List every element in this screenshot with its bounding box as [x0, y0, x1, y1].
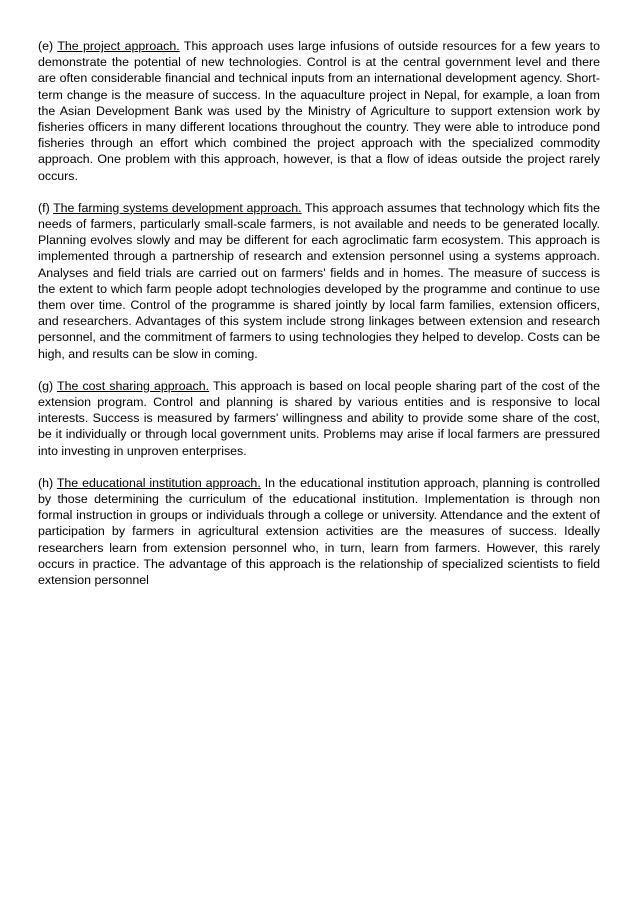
- section-heading: The cost sharing approach.: [57, 378, 210, 393]
- document-page: [38, 38, 600, 604]
- section-body: This approach uses large infusions of outside resources for a few years to demonstrate the potential of new technologies. Control is at the central government level and there are often considerable financial and technical inputs from an international development agency. Short-term change is the measure of success. In the aquaculture project in Nepal, for example, a loan from the Asian Development Bank was used by the Ministry of Agriculture to support extension work by fisheries officers in many different locations throughout the country. They were able to introduce pond fisheries through an effort which combined the project approach with the specialized commodity approach. One problem with this approach, however, is that a flow of ideas outside the project rarely occurs.: [38, 39, 601, 183]
- section-marker: (g): [38, 378, 54, 393]
- section-e: [38, 38, 600, 184]
- section-body: This approach assumes that technology which fits the needs of farmers, particularly small-scale farmers, is not available and needs to be generated locally. Planning evolves slowly and may be different for each agroclimatic farm ecosystem. This approach is implemented through a partnership of research and extension personnel using a systems approach. Analyses and field trials are carried out on farmers' fields and in homes. The measure of success is the extent to which farm people adopt technologies developed by the programme and continue to use them over time. Control of the programme is shared jointly by local farm families, extension officers, and researchers. Advantages of this system include strong linkages between extension and research personnel, and the commitment of farmers to using technologies they helped to develop. Costs can be high, and results can be slow in coming.: [38, 200, 600, 361]
- section-marker: (f): [38, 200, 50, 215]
- section-heading: The educational institution approach.: [56, 475, 261, 490]
- section-g: [38, 378, 600, 459]
- section-body: This approach is based on local people sharing part of the cost of the extension program. Control and planning is shared by various entities and is responsive to local interests. Success is measured by farmers' willingness and ability to provide some share of the cost, be it individually or through local government units. Problems may arise if local farmers are pressured into investing in unproven enterprises.: [38, 378, 601, 458]
- section-marker: (e): [38, 39, 54, 53]
- section-heading: The farming systems development approach.: [53, 200, 302, 215]
- section-h: [38, 475, 600, 588]
- section-marker: (h): [38, 475, 54, 490]
- section-f: [38, 200, 600, 362]
- section-heading: The project approach.: [57, 39, 180, 53]
- section-body: In the educational institution approach, planning is controlled by those determining the curriculum of the educational institution. Implementation is through non formal instruction in groups or individuals through a college or university. Attendance and the extent of participation by farmers in agricultural extension activities are the measures of success. Ideally researchers learn from extension personnel who, in turn, learn from farmers. However, this rarely occurs in practice. The advantage of this approach is the relationship of specialized scientists to field extension personnel: [38, 475, 600, 588]
